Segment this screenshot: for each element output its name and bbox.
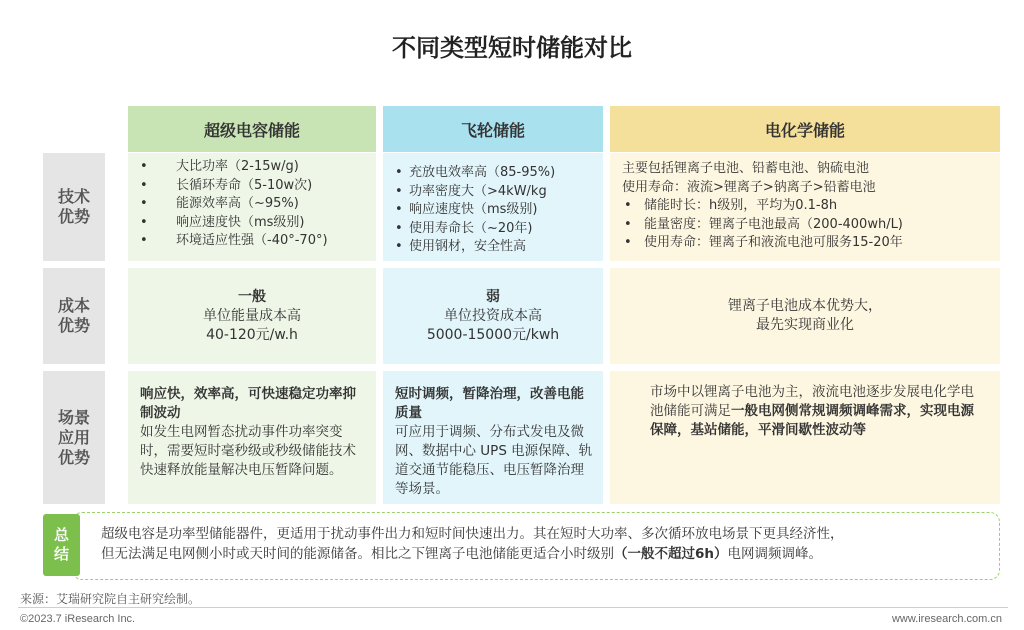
tech-list-electrochemical	[622, 197, 1000, 253]
row-label-scene	[43, 371, 105, 504]
scene-highlight: 一般电网侧常规调频调峰需求，实现电源保障，基站储能，平滑间歇性波动等	[650, 403, 974, 438]
summary-line-2	[101, 544, 987, 564]
summary-tag	[43, 514, 80, 576]
tech-cell-flywheel	[383, 153, 603, 261]
summary-line-1: 超级电容是功率型储能器件，更适用于扰动事件出力和短时间快速出力。其在短时大功率、多次循环放电场景下更具经济性，	[101, 526, 844, 542]
list-item: • 使用寿命长（~20年)	[393, 220, 603, 239]
cost-line: 单位能量成本高	[203, 307, 301, 324]
row-label-cost-text: 成本 优势	[57, 296, 90, 335]
cost-line: 40-120元/w.h	[206, 326, 298, 343]
tech-list-supercapacitor	[140, 158, 376, 251]
scene-highlight: 响应快，效率高，可快速稳定功率抑制波动	[140, 386, 356, 421]
list-item: • 能量密度：锂离子电池最高（200-400wh/L)	[622, 216, 1000, 235]
row-label-cost	[43, 268, 105, 364]
tech-intro-line: 主要包括锂离子电池、铅蓄电池、钠硫电池	[622, 161, 870, 176]
list-item: • 充放电效率高（85-95%)	[393, 164, 603, 183]
summary-text: 电网调频调峰。	[727, 546, 823, 562]
cost-line: 5000-15000元/kwh	[426, 326, 560, 343]
list-item: • 环境适应性强（-40°-70°)	[140, 232, 376, 251]
cost-cell-supercapacitor	[128, 268, 376, 364]
list-item: • 长循环寿命（5-10w次)	[140, 177, 376, 196]
page-title: 不同类型短时储能对比	[392, 34, 632, 62]
summary-tag-text: 总 结	[53, 525, 69, 563]
scene-cell-flywheel	[383, 371, 603, 504]
row-label-tech	[43, 153, 105, 261]
list-item: • 响应速度快（ms级别)	[393, 201, 603, 220]
summary-box	[72, 512, 1000, 580]
tech-intro-line: 使用寿命：液流>锂离子>钠离子>铅蓄电池	[622, 179, 876, 195]
cost-cell-electrochemical	[610, 268, 1000, 364]
scene-text: 如发生电网暂态扰动事件功率突变时，需要短时毫秒级或秒级储能技术快速释放能量解决电压暂降问题。	[140, 424, 356, 478]
row-label-scene-text: 场景 应用 优势	[57, 407, 90, 467]
cost-line: 最先实现商业化	[756, 317, 854, 333]
source-note: 来源：艾瑞研究院自主研究绘制。	[20, 592, 201, 606]
copyright: ©2023.7 iResearch Inc.	[20, 613, 136, 625]
list-item: • 能源效率高（~95%)	[140, 195, 376, 214]
scene-highlight: 短时调频，暂降治理，改善电能质量	[395, 386, 584, 421]
column-header-electrochemical: 电化学储能	[610, 106, 1000, 152]
row-label-tech-text: 技术 优势	[57, 187, 90, 226]
footer-divider	[18, 607, 1008, 608]
list-item: • 大比功率（2-15w/g)	[140, 158, 376, 177]
list-item: • 使用寿命：锂离子和液流电池可服务15-20年	[622, 234, 1000, 253]
list-item: • 功率密度大（>4kW/kg	[393, 183, 603, 202]
scene-cell-supercapacitor	[128, 371, 376, 504]
list-item: • 响应速度快（ms级别)	[140, 214, 376, 233]
scene-text: 可应用于调频、分布式发电及微网、数据中心 UPS 电源保障、轨道交通节能稳压、电压暂降治理等场景。	[395, 424, 593, 497]
cost-cell-flywheel	[383, 268, 603, 364]
cost-line: 单位投资成本高	[444, 307, 542, 324]
column-header-supercapacitor: 超级电容储能	[128, 106, 376, 152]
scene-cell-electrochemical	[610, 371, 1000, 504]
tech-list-flywheel	[393, 164, 603, 257]
cost-line: 锂离子电池成本优势大，	[728, 298, 882, 314]
summary-highlight: （一般不超过6h）	[614, 546, 728, 562]
column-header-flywheel: 飞轮储能	[383, 106, 603, 152]
cost-level: 弱	[486, 288, 500, 305]
tech-cell-supercapacitor	[128, 153, 376, 261]
list-item: • 使用钢材，安全性高	[393, 238, 603, 257]
scene-text: 市场中以锂离子电池为主，液流电池逐步发展电化学电池储能可满足	[650, 384, 974, 419]
tech-cell-electrochemical	[610, 153, 1000, 261]
list-item: • 储能时长：h级别，平均为0.1-8h	[622, 197, 1000, 216]
cost-level: 一般	[238, 288, 266, 305]
summary-text: 但无法满足电网侧小时或天时间的能源储备。相比之下锂离子电池储能更适合小时级别	[101, 546, 614, 562]
website-link[interactable]: www.iresearch.com.cn	[891, 613, 1002, 625]
